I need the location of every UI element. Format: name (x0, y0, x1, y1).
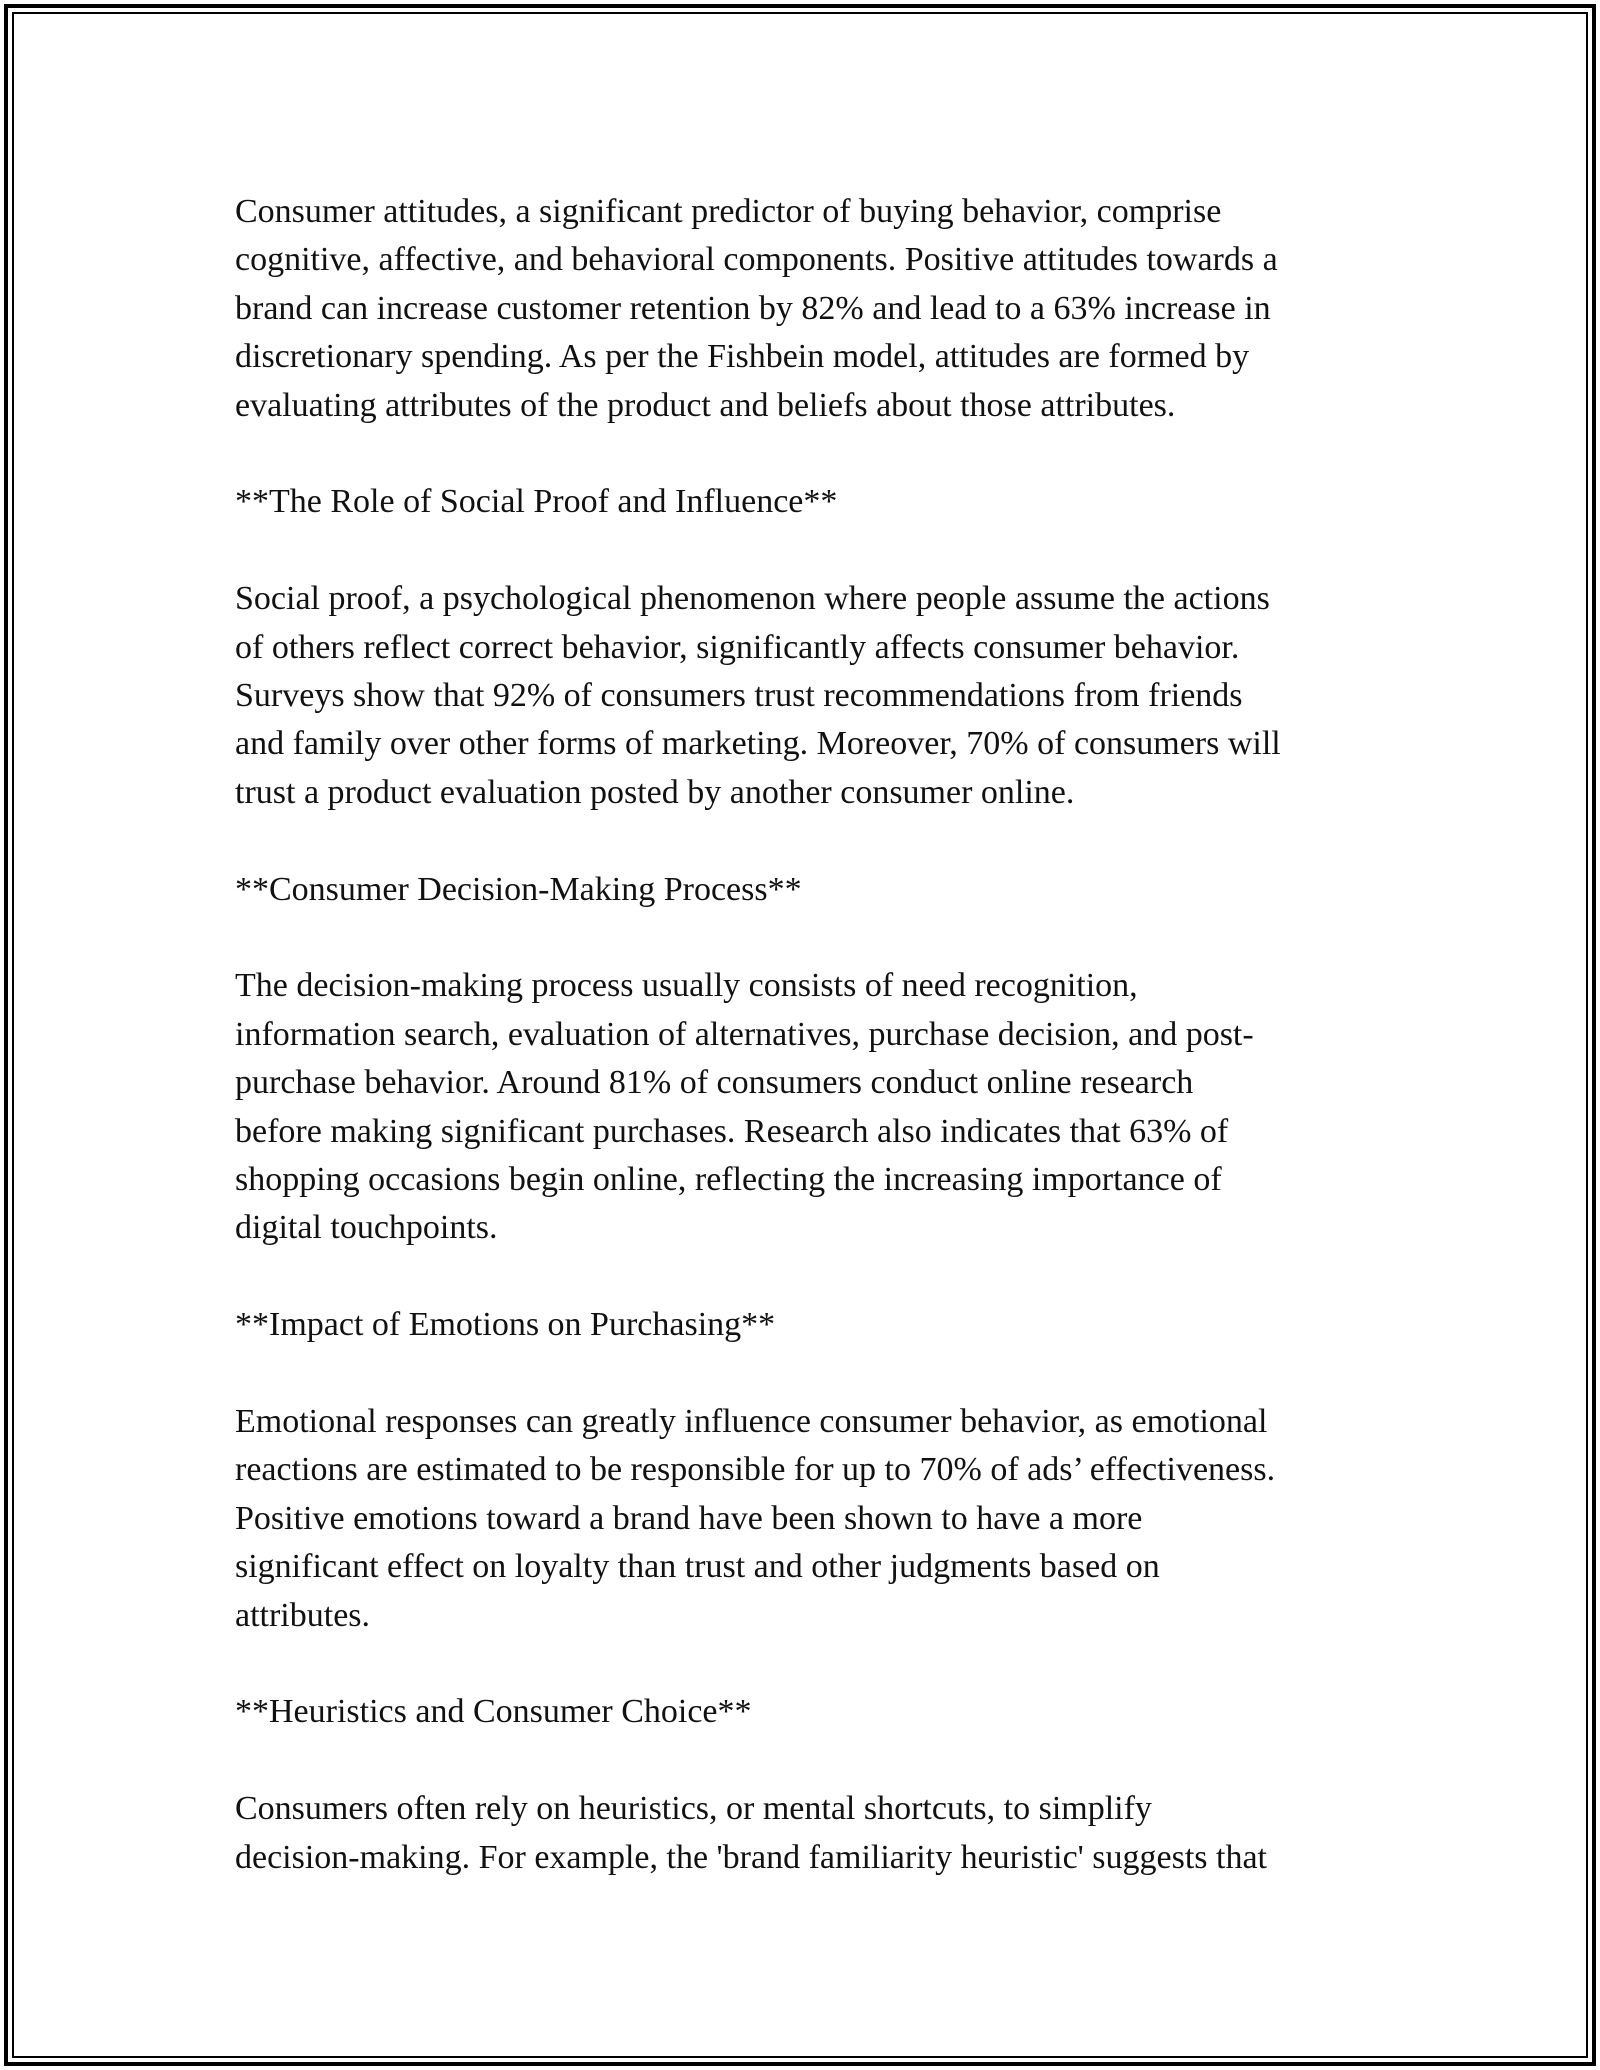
paragraph-consumer-attitudes: Consumer attitudes, a significant predictor of buying behavior, comprise cognitive, affective, and behavioral components. Positive attitudes towards a brand can increase customer retention by 82% and lead to a 63% increase in discretionary spending. As per the Fishbein model, attitudes are formed by evaluating attributes of the product and beliefs about those attributes. (235, 193, 1278, 424)
paragraph-heuristics: Consumers often rely on heuristics, or mental shortcuts, to simplify decision-making. For example, the 'brand familiarity heuristic' suggests that (235, 1790, 1268, 1876)
paragraph-decision-making: The decision-making process usually consists of need recognition, information search, evaluation of alternatives, purchase decision, and post- purchase behavior. Around 81% of consumers conduct online research before making significant purchases. Research also indicates that 63% of shopping occasions begin online, reflecting the increasing importance of digital touchpoints. (235, 967, 1254, 1247)
heading-emotions: **Impact of Emotions on Purchasing** (235, 1306, 776, 1344)
document-body (235, 188, 1385, 1882)
heading-heuristics: **Heuristics and Consumer Choice** (235, 1693, 752, 1731)
paragraph-social-proof: Social proof, a psychological phenomenon where people assume the actions of others reflect correct behavior, significantly affects consumer behavior. Surveys show that 92% of consumers trust recommendations from friends and family over other forms of marketing. Moreover, 70% of consumers will trust a product evaluation posted by another consumer online. (235, 580, 1281, 811)
paragraph-emotions: Emotional responses can greatly influence consumer behavior, as emotional reactions are estimated to be responsible for up to 70% of ads’ effectiveness. Positive emotions toward a brand have been shown to have a more significant effect on loyalty than trust and other judgments based on attributes. (235, 1403, 1276, 1634)
heading-decision-making: **Consumer Decision-Making Process** (235, 870, 802, 908)
heading-social-proof: **The Role of Social Proof and Influence** (235, 483, 838, 521)
